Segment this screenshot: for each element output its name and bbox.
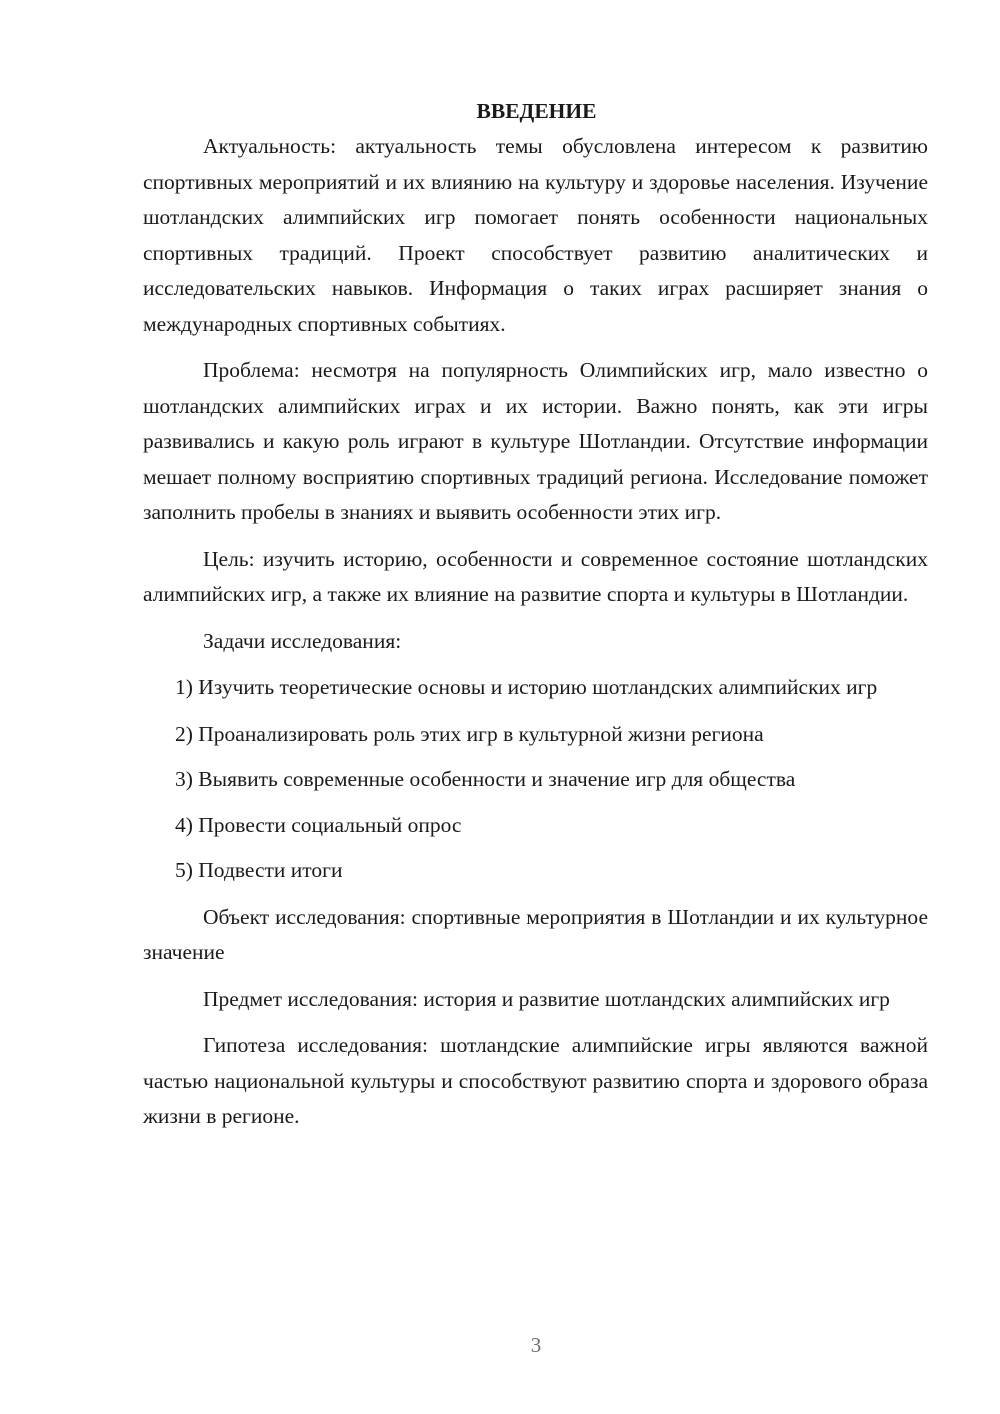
- paragraph-problem: Проблема: несмотря на популярность Олимпийских игр, мало известно о шотландских алимпийских играх и их истории. Важно понять, как эти игры развивались и какую роль играют в культуре Шотландии. Отсутствие информации мешает полному восприятию спортивных традиций региона. Исследование поможет заполнить пробелы в знаниях и выявить особенности этих игр.: [143, 358, 928, 524]
- paragraph-goal: Цель: изучить историю, особенности и современное состояние шотландских алимпийских игр, а также их влияние на развитие спорта и культуры в Шотландии.: [143, 546, 928, 606]
- document-page: [143, 94, 928, 1135]
- tasks-heading: Задачи исследования:: [203, 628, 402, 653]
- paragraph-hypothesis: Гипотеза исследования: шотландские алимпийские игры являются важной частью национальной культуры и способствуют развитию спорта и здорового образа жизни в регионе.: [143, 1033, 928, 1128]
- paragraph-relevance: Актуальность: актуальность темы обусловлена интересом к развитию спортивных мероприятий и их влиянию на культуру и здоровье населения. Изучение шотландских алимпийских игр помогает понять особенности национальных спортивных традиций. Проект способствует развитию аналитических и исследовательских навыков. Информация о таких играх расширяет знания о международных спортивных событиях.: [143, 134, 928, 336]
- task-item-2: 2) Проанализировать роль этих игр в культурной жизни региона: [175, 721, 764, 746]
- task-item-4: 4) Провести социальный опрос: [175, 812, 462, 837]
- task-item-5: 5) Подвести итоги: [175, 858, 343, 882]
- section-title: ВВЕДЕНИЕ: [476, 99, 597, 123]
- paragraph-subject: Предмет исследования: история и развитие шотландских алимпийских игр: [203, 986, 890, 1011]
- task-item-3: 3) Выявить современные особенности и значение игр для общества: [175, 767, 796, 791]
- page-number: 3: [530, 1333, 542, 1357]
- paragraph-object: Объект исследования: спортивные мероприятия в Шотландии и их культурное значение: [143, 904, 928, 964]
- task-item-1: 1) Изучить теоретические основы и историю шотландских алимпийских игр: [175, 675, 878, 699]
